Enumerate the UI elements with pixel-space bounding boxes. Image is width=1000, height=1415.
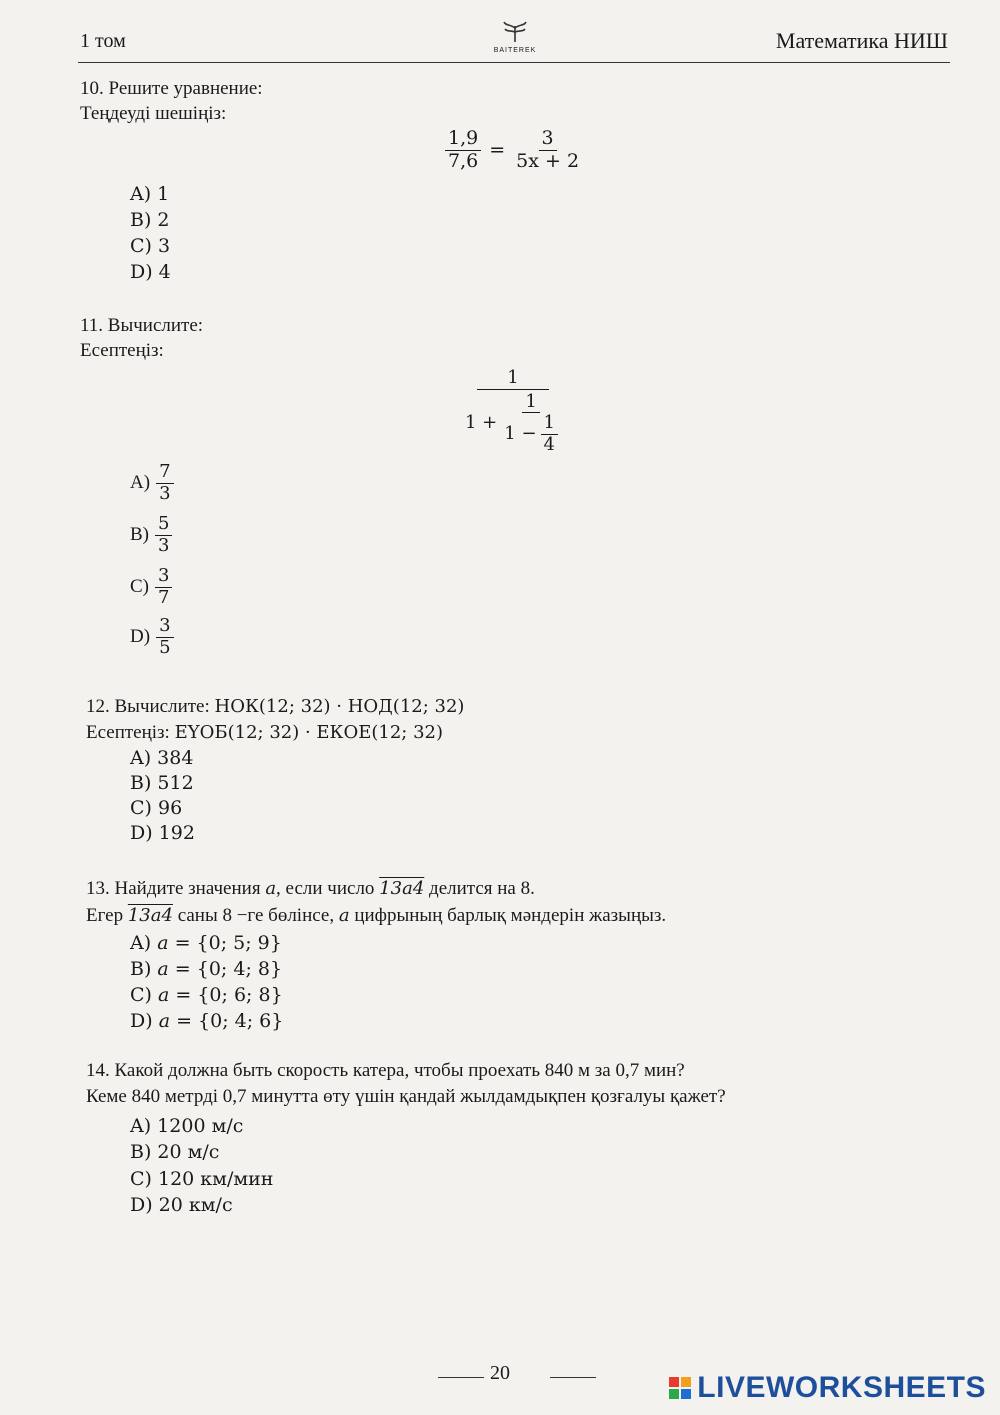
liveworksheets-logo-icon [669,1377,691,1399]
option-set: = {0; 5; 9} [174,932,282,954]
option-set: = {0; 4; 8} [174,958,283,980]
frac-numerator: 1,9 [445,128,481,151]
frac-numerator: 3 [155,566,172,588]
frac-denominator: 7 [158,586,170,608]
equals-sign: = [489,139,506,162]
frac-denominator: 3 [159,482,171,504]
q12-option-a[interactable]: A) 384 [130,747,194,769]
option-label: D) [130,1010,153,1032]
q11-option-c[interactable] [130,566,172,608]
option-label: B) [130,524,149,546]
liveworksheets-watermark [669,1371,986,1405]
q10-fraction-left [445,128,481,173]
q12-option-d[interactable]: D) 192 [130,822,195,844]
q12-prefix-kz: Есептеңіз: [86,722,170,743]
q11-option-b[interactable] [130,514,172,556]
q10-option-a[interactable]: A) 1 [130,183,170,205]
q12-expression-kz: ЕҮОБ(12; 32) · ЕКОЕ(12; 32) [174,722,444,743]
q13-option-a[interactable] [130,932,282,954]
option-label: B) [130,958,152,980]
q11-option-d[interactable] [130,616,174,658]
q12-title [86,696,464,718]
baiterek-tree-icon [498,20,532,42]
watermark-text: LIVEWORKSHEETS [697,1371,986,1404]
option-variable: a [157,932,169,954]
q13-option-b[interactable] [130,958,282,980]
q13-variable: a [338,905,350,926]
option-set: = {0; 6; 8} [175,984,283,1006]
cf-quarter-numerator: 1 [541,413,558,435]
frac-numerator: 3 [156,616,173,638]
volume-label: 1 том [80,30,126,52]
q14-option-d[interactable]: D) 20 км/с [130,1194,233,1216]
q11-continued-fraction [462,368,564,456]
q13-kz-text-2: саны 8 −ге бөлінсе, [177,905,335,926]
q11-title-kz: Есептеңіз: [80,340,164,361]
option-label: A) [130,472,151,494]
q12-expression: НОК(12; 32) · НОД(12; 32) [214,696,465,717]
q13-title-kz [86,905,666,927]
q10-title-kz: Теңдеуді шешіңіз: [80,103,227,124]
cf-one-minus: 1 − [504,423,537,445]
q10-equation [445,128,582,173]
q10-option-d[interactable]: D) 4 [130,261,171,283]
q14-title-kz: Кеме 840 метрді 0,7 минутта өту үшін қандай жылдамдықпен қозғалуы қажет? [86,1086,726,1107]
cf-inner-numerator: 1 [522,392,539,414]
q14-title: 14. Какой должна быть скорость катера, чтобы проехать 840 м за 0,7 мин? [86,1060,685,1081]
option-label: C) [130,576,149,598]
q13-number: 13a4 [127,905,173,926]
frac-denominator: 7,6 [448,149,479,172]
cf-quarter-denominator: 4 [543,434,555,456]
q13-title [86,878,535,900]
option-label: A) [130,932,152,954]
q12-option-c[interactable]: C) 96 [130,797,183,819]
frac-numerator: 5 [155,514,172,536]
option-variable: a [158,1010,171,1032]
q10-option-c[interactable]: C) 3 [130,235,171,257]
option-set: = {0; 4; 6} [176,1010,284,1032]
q13-text-1: 13. Найдите значения [86,878,261,899]
baiterek-logo [485,20,545,54]
page-number: 20 [490,1362,510,1384]
option-variable: a [158,984,170,1006]
q11-title: 11. Вычислите: [80,315,204,336]
frac-denominator: 5x + 2 [516,149,580,172]
cf-numerator: 1 [477,368,548,390]
q13-text-3: делится на 8. [429,878,535,899]
q11-option-a[interactable] [130,462,174,504]
frac-denominator: 5 [159,636,171,658]
option-variable: a [157,958,169,980]
q10-fraction-right [513,128,582,173]
q14-option-a[interactable]: A) 1200 м/с [130,1115,244,1137]
q10-title: 10. Решите уравнение: [80,78,263,99]
q14-option-c[interactable]: C) 120 км/мин [130,1168,274,1190]
q12-title-kz [86,722,443,744]
q13-text-2: , если число [276,878,375,899]
q13-variable: a [265,878,277,899]
frac-denominator: 3 [158,534,170,556]
q12-prefix: 12. Вычислите: [86,696,210,717]
q13-option-d[interactable] [130,1010,283,1032]
cf-one-plus: 1 + [465,412,498,434]
q14-option-b[interactable]: B) 20 м/с [130,1141,220,1163]
frac-numerator: 3 [539,128,557,151]
logo-text: BAITEREK [493,47,537,54]
q13-kz-text-1: Егер [86,905,124,926]
q13-kz-text-3: цифрының барлық мәндерін жазыңыз. [354,905,667,926]
frac-numerator: 7 [156,462,173,484]
q13-option-c[interactable] [130,984,283,1006]
q13-number: 13a4 [379,878,425,899]
q10-option-b[interactable]: B) 2 [130,209,170,231]
q12-option-b[interactable]: B) 512 [130,772,194,794]
option-label: D) [130,626,151,648]
subject-title: Математика НИШ [775,28,948,53]
header-divider [78,62,950,63]
page-number-line-right [550,1377,596,1378]
option-label: C) [130,984,152,1006]
